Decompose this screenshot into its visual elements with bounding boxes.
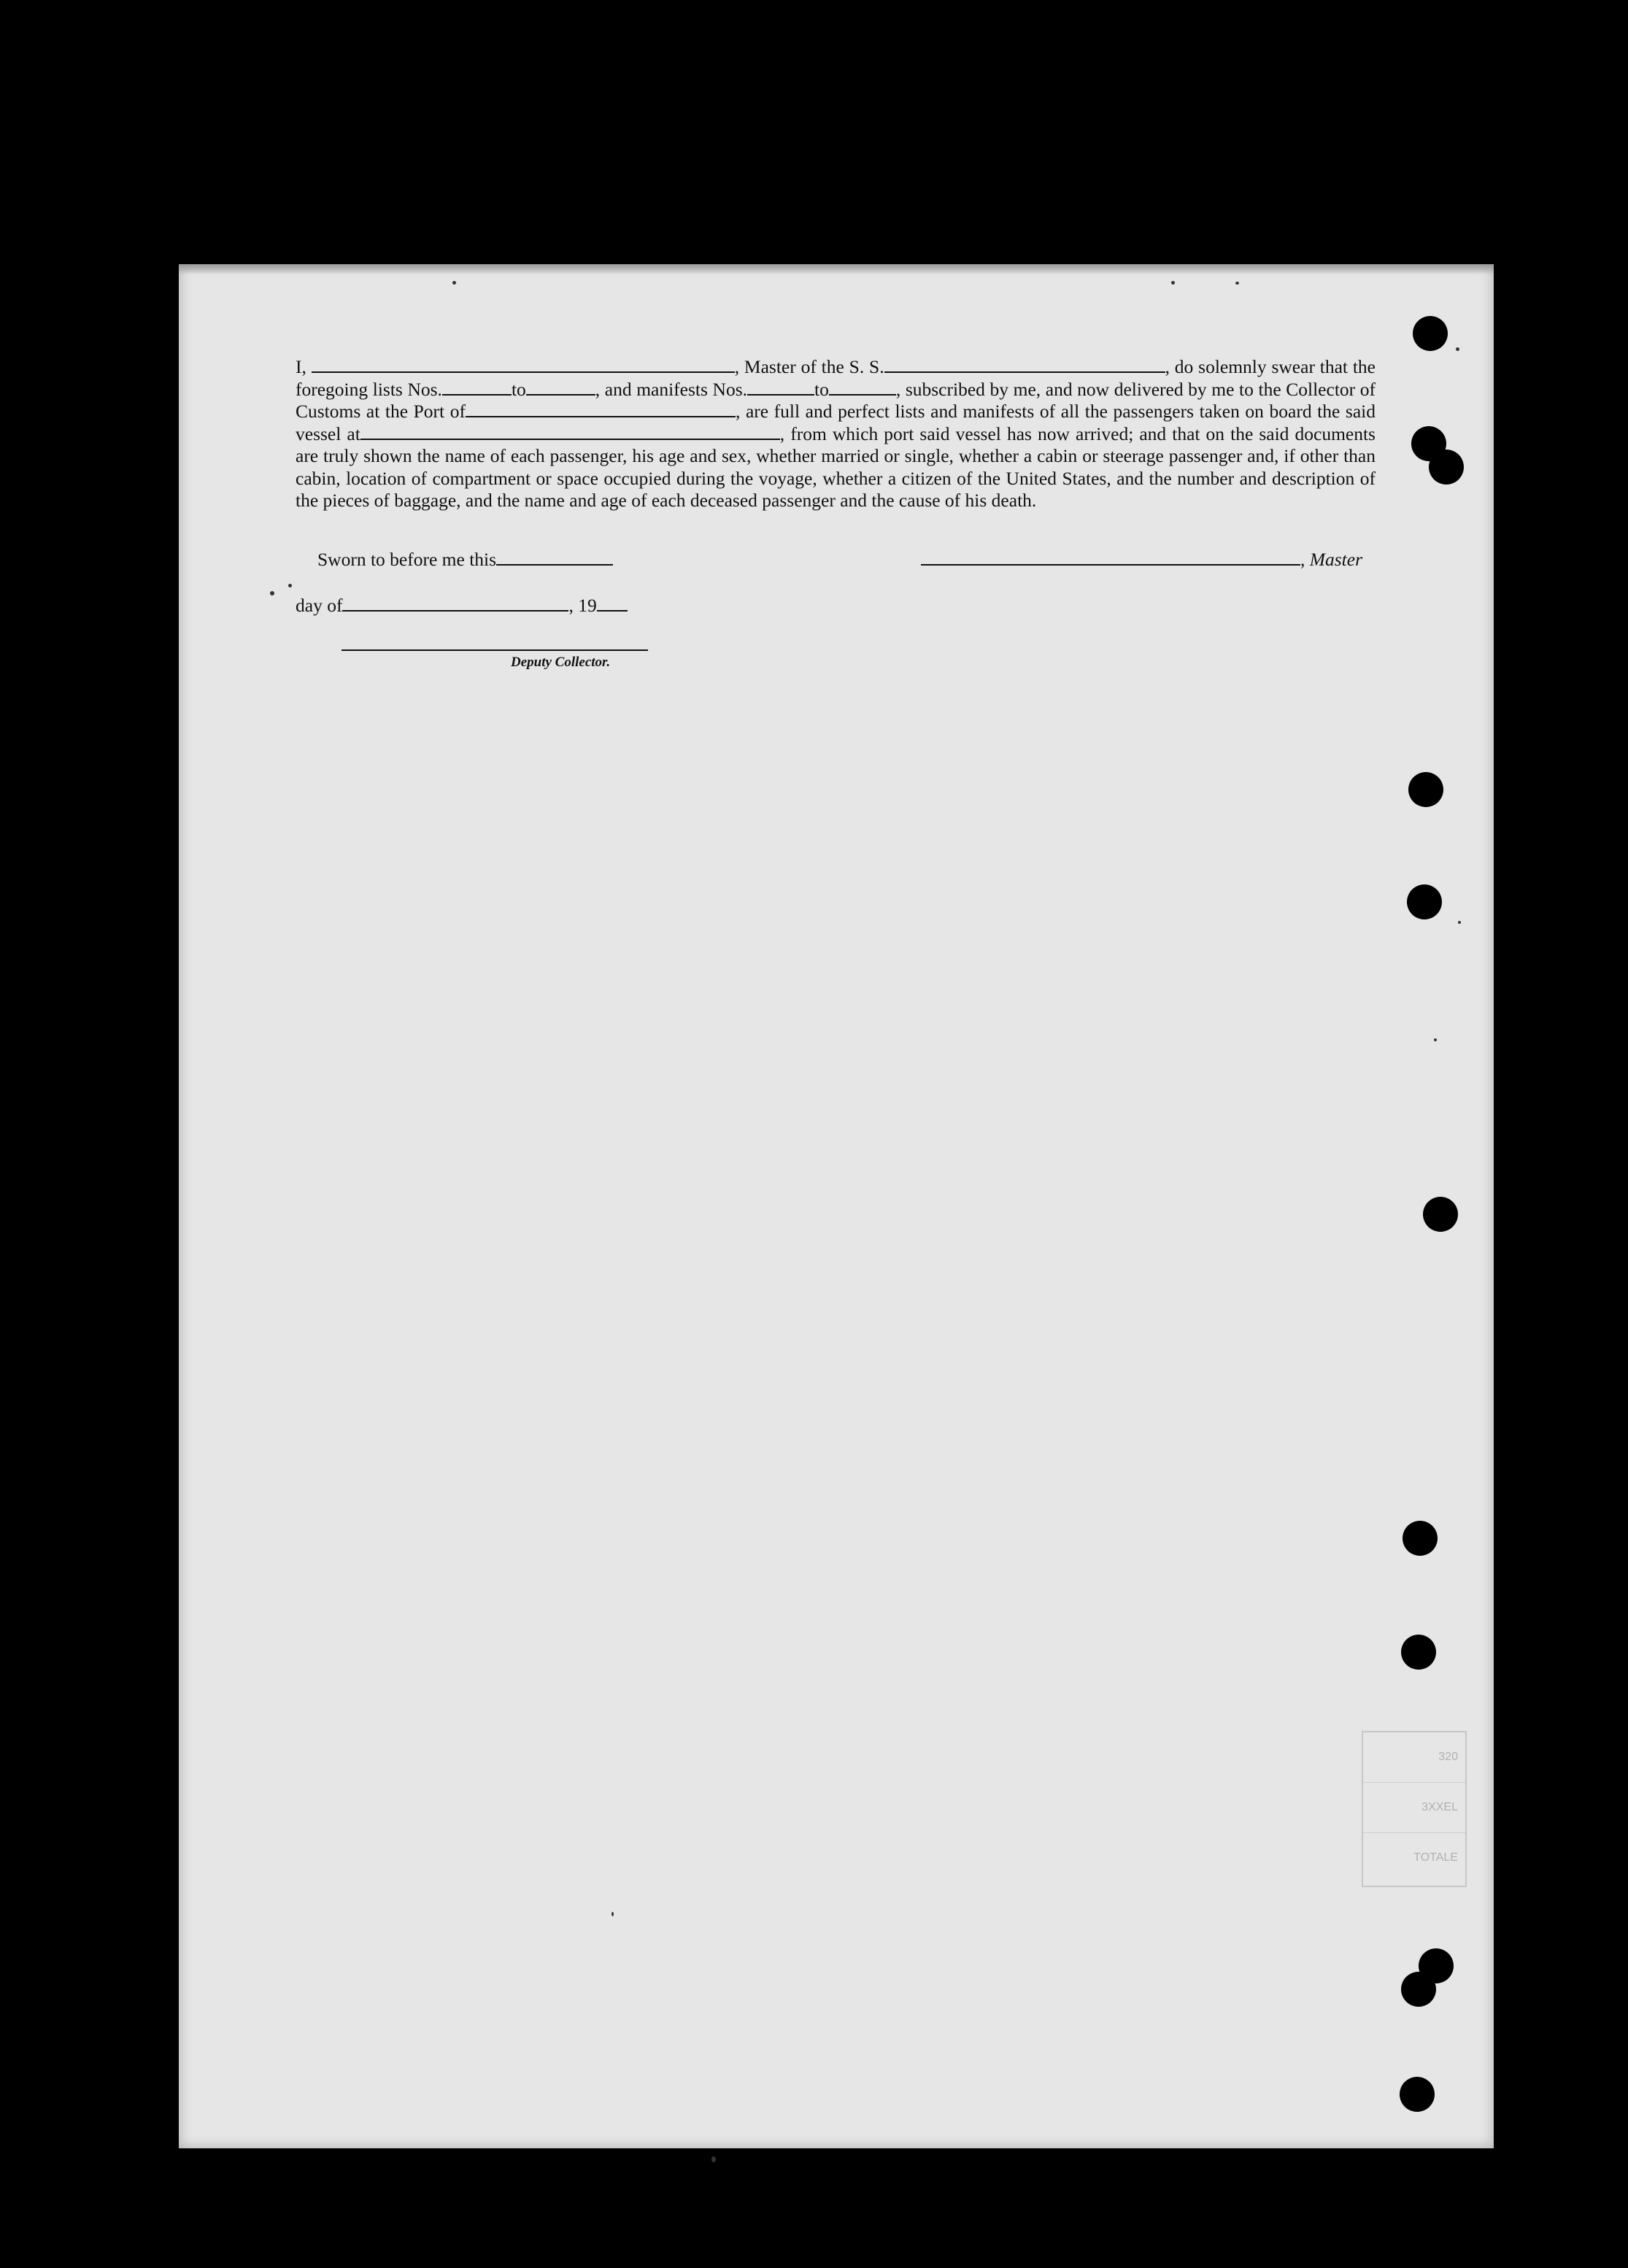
oath-text: to <box>511 378 526 400</box>
oath-text: , subscribed by me, and now delivered by me to the Collector of Customs at the Port of <box>296 378 1376 422</box>
scan-speck <box>1458 921 1461 924</box>
collector-signature-blank[interactable] <box>342 649 648 651</box>
oath-text: , from which port said vessel has now arrived; and that on the said documents are truly shown the name of each passenger, his age and sex, whether married or single, whether a cabin or steerage passenger and, if other than cabin, location of compartment or space occupied during the voyage, whether a citizen of the United States, and the number and description of the pieces of baggage, and the name and age of each deceased passenger and the cause of his death. <box>296 423 1376 511</box>
scan-speck <box>270 591 274 595</box>
departure-port-blank[interactable] <box>360 424 780 440</box>
master-comma: , <box>1300 549 1310 570</box>
oath-text: , are full and perfect lists and manifests of all the passengers taken on board the said vessel at <box>296 401 1376 444</box>
manifest-page <box>179 264 1494 2148</box>
stamp-cell: 320 <box>1363 1732 1465 1783</box>
day-line <box>296 595 628 617</box>
oath-paragraph <box>296 356 1376 512</box>
scan-speck <box>1456 347 1459 351</box>
scan-speck <box>1171 281 1175 285</box>
year-blank[interactable] <box>597 595 628 612</box>
faint-stamp <box>1362 1731 1467 1887</box>
deputy-collector-label: Deputy Collector. <box>511 655 611 670</box>
punch-hole <box>1400 2077 1435 2112</box>
punch-hole <box>1429 450 1464 485</box>
scan-speck <box>1235 282 1239 285</box>
punch-hole <box>1401 1972 1436 2007</box>
sworn-date-blank[interactable] <box>496 549 613 566</box>
year-prefix: , 19 <box>568 595 597 616</box>
scan-speck <box>711 2156 716 2162</box>
oath-text: , do solemnly swear that the foregoing lists Nos. <box>296 356 1376 400</box>
day-prefix: day of <box>296 595 343 616</box>
oath-text: , and manifests Nos. <box>595 378 747 400</box>
manifest-from-blank[interactable] <box>747 379 814 396</box>
manifest-to-blank[interactable] <box>829 379 896 396</box>
scan-speck <box>288 584 292 587</box>
stamp-cell: 3XXEL <box>1363 1783 1465 1833</box>
punch-hole <box>1403 1521 1438 1556</box>
oath-text: to <box>814 378 829 400</box>
port-blank[interactable] <box>466 401 736 417</box>
sworn-text: Sworn to before me this <box>317 549 497 570</box>
oath-text: , Master of the S. S. <box>734 356 884 377</box>
list-to-blank[interactable] <box>526 379 595 396</box>
master-signature-line <box>921 549 1362 571</box>
scan-speck <box>1434 1038 1437 1041</box>
punch-hole <box>1413 316 1448 351</box>
punch-hole <box>1423 1197 1458 1232</box>
master-name-blank[interactable] <box>312 357 735 373</box>
master-role-label: Master <box>1309 549 1362 570</box>
punch-hole <box>1401 1635 1436 1670</box>
ship-name-blank[interactable] <box>884 357 1165 373</box>
scan-speck <box>452 281 456 285</box>
punch-hole <box>1407 884 1442 919</box>
month-blank[interactable] <box>342 595 568 612</box>
list-from-blank[interactable] <box>442 379 512 396</box>
punch-hole <box>1408 772 1443 807</box>
scan-speck <box>612 1912 614 1916</box>
sworn-line <box>317 549 613 571</box>
stamp-cell: TOTALE <box>1413 1851 1458 1864</box>
master-signature-blank[interactable] <box>921 549 1300 566</box>
oath-text: I, <box>296 356 306 377</box>
